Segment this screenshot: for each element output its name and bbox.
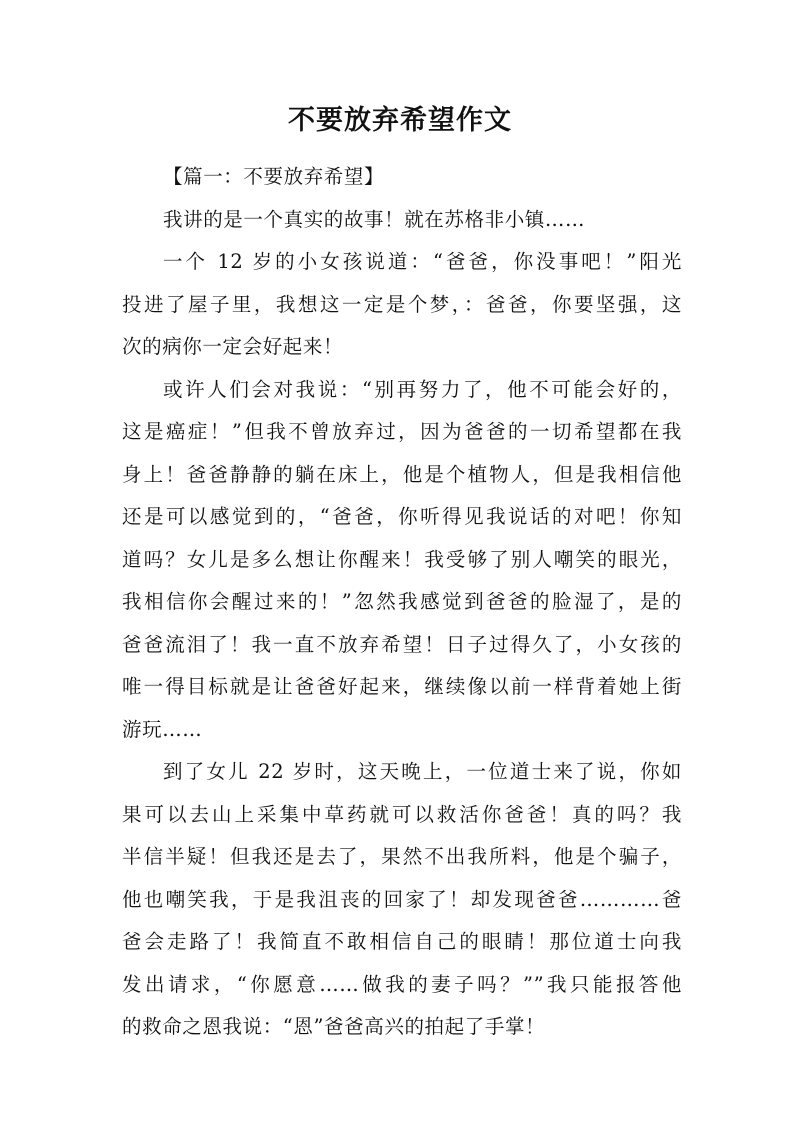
- section-heading: 【篇一：不要放弃希望】: [163, 165, 385, 188]
- text-line: 道吗？女儿是多么想让你醒来！我受够了别人嘲笑的眼光，: [122, 547, 682, 571]
- document-body: [122, 156, 682, 1049]
- text-line: 次的病你一定会好起来！: [122, 335, 344, 358]
- text-line: 发出请求，“你愿意……做我的妻子吗？””我只能报答他: [122, 972, 682, 996]
- text-line: 或许人们会对我说：“别再努力了，他不可能会好的，: [163, 377, 682, 401]
- text-line: 投进了屋子里，我想这一定是个梦，：爸爸，你要坚强，这: [122, 292, 682, 316]
- text-line: 到了女儿 22 岁时，这天晚上，一位道士来了说，你如: [163, 760, 682, 783]
- text-line: 身上！爸爸静静的躺在床上，他是个植物人，但是我相信他: [122, 462, 682, 486]
- text-line: 唯一得目标就是让爸爸好起来，继续像以前一样背着她上街: [122, 675, 682, 698]
- text-line: 游玩……: [122, 717, 203, 741]
- text-line: 爸会走路了！我简直不敢相信自己的眼睛！那位道士向我: [122, 930, 682, 953]
- document-title: 不要放弃希望作文: [288, 105, 512, 136]
- text-line: 的救命之恩我说：“恩”爸爸高兴的拍起了手掌！: [122, 1015, 546, 1038]
- text-line: 我讲的是一个真实的故事！就在苏格非小镇……: [163, 207, 586, 231]
- text-line: 这是癌症！”但我不曾放弃过，因为爸爸的一切希望都在我: [122, 420, 682, 443]
- text-line: 还是可以感觉到的，“爸爸，你听得见我说话的对吧！你知: [122, 505, 682, 528]
- text-line: 果可以去山上采集中草药就可以救活你爸爸！真的吗？我: [122, 802, 682, 826]
- text-line: 一个 12 岁的小女孩说道：“爸爸，你没事吧！”阳光: [163, 250, 682, 273]
- text-line: 半信半疑！但我还是去了，果然不出我所料，他是个骗子，: [122, 845, 682, 868]
- text-line: 我相信你会醒过来的！”忽然我感觉到爸爸的脸湿了，是的: [122, 590, 682, 613]
- text-line: 爸爸流泪了！我一直不放弃希望！日子过得久了，小女孩的: [122, 632, 682, 656]
- text-line: 他也嘲笑我，于是我沮丧的回家了！却发现爸爸…………爸: [122, 887, 682, 911]
